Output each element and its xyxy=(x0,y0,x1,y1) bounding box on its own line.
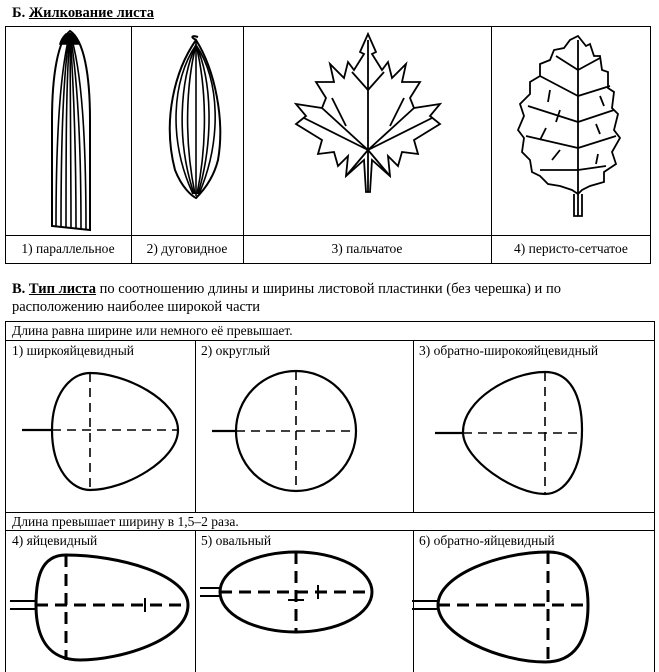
leaf-shape-label-ovate: 4) яйцевидный xyxy=(12,533,98,548)
section-v-heading xyxy=(12,280,652,298)
group1-caption: Длина равна ширине или немного её превышает. xyxy=(12,323,293,338)
leaf-shape-label-broad-obovate: 3) обратно-широкояйцевидный xyxy=(419,343,599,358)
leaf-shape-label-oval: 5) овальный xyxy=(201,533,272,548)
venation-label-parallel: 1) параллельное xyxy=(21,241,115,256)
venation-label-palmate: 3) пальчатое xyxy=(331,241,403,256)
leaf-shape-label-round: 2) округлый xyxy=(201,343,271,358)
venation-label-arcuate: 2) дуговидное xyxy=(146,241,228,256)
leaf-shape-table xyxy=(5,321,655,672)
leaf-shape-label-obovate: 6) обратно-яйцевидный xyxy=(419,533,555,548)
section-v-description-line1: по соотношению длины и ширины листовой пластинки (без черешка) и по xyxy=(99,281,561,297)
section-v-letter: В. xyxy=(12,281,26,297)
section-b-title: Жилкование листа xyxy=(28,5,155,21)
venation-label-pinnate: 4) перисто-сетчатое xyxy=(514,241,628,256)
leaf-shape-label-broad-ovate: 1) ширкояйцевидный xyxy=(12,343,134,358)
section-b-heading xyxy=(12,4,154,22)
group2-caption: Длина превышает ширину в 1,5–2 раза. xyxy=(12,514,239,529)
venation-table xyxy=(5,26,651,264)
section-b-letter: Б. xyxy=(12,5,26,21)
section-v-description-line2: расположению наиболее широкой части xyxy=(12,299,261,315)
section-v-title: Тип листа xyxy=(28,281,97,297)
